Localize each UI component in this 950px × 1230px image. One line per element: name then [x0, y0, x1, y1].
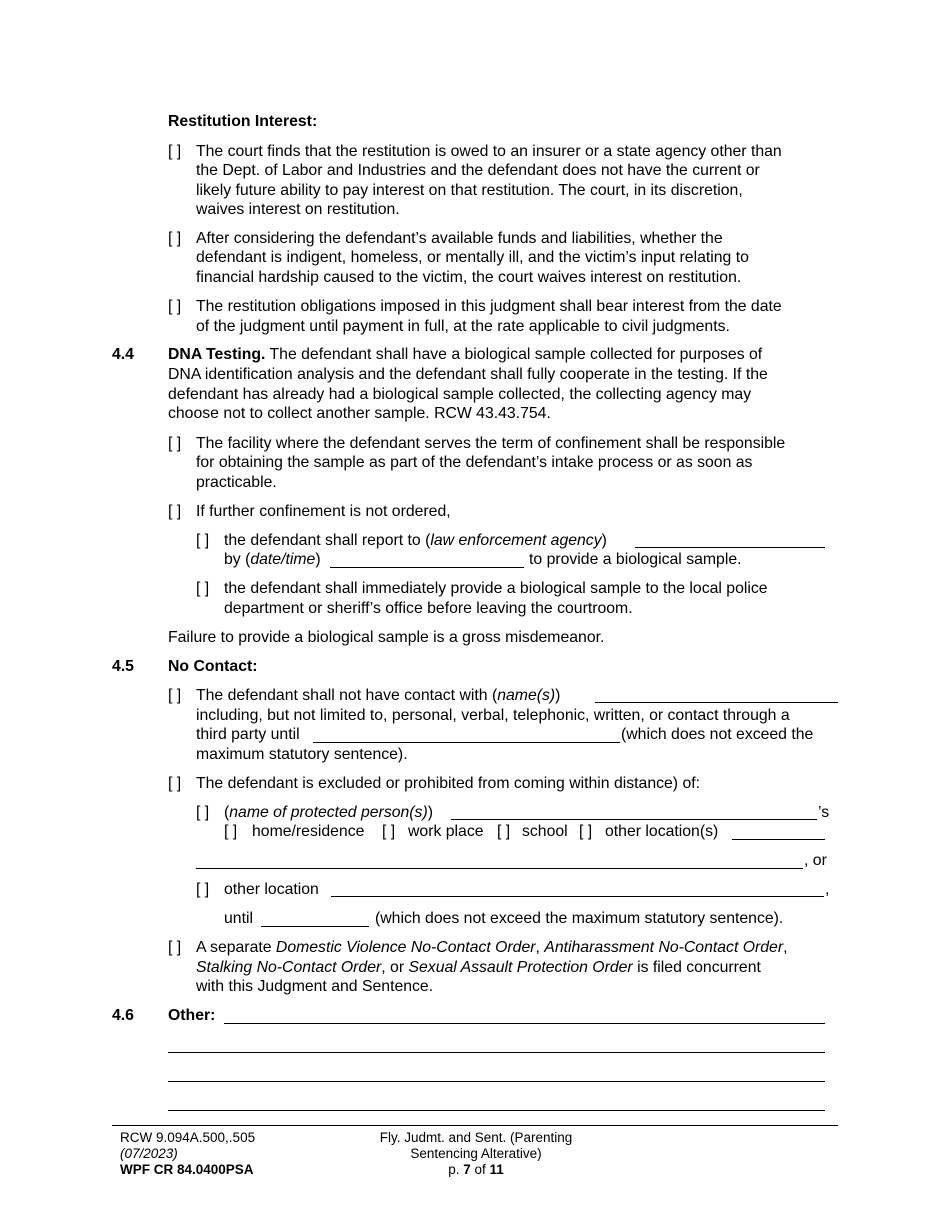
restitution-opt1-line: waives interest on restitution.: [196, 201, 400, 218]
home-residence-label: home/residence: [252, 823, 365, 840]
dna-report-after: to provide a biological sample.: [529, 551, 742, 568]
restitution-opt2-line: After considering the defendant’s available funds and liabilities, whether the: [196, 230, 723, 247]
restitution-opt1-line: likely future ability to pay interest on that restitution. The court, in its discretion,: [196, 182, 743, 199]
footer-title-line1: Fly. Judmt. and Sent. (Parenting: [379, 1130, 573, 1145]
until-post: (which does not exceed the maximum statutory sentence).: [375, 910, 784, 927]
other-locations-field-2[interactable]: [196, 868, 803, 869]
separate-order-text: , or: [381, 959, 409, 976]
section-4-4-line: choose not to collect another sample. RCW 43.43.754.: [168, 405, 551, 422]
work-place-label: work place: [408, 823, 484, 840]
dna-by-post: ): [315, 551, 321, 568]
other-field-line[interactable]: [224, 1023, 825, 1024]
page-of: of: [470, 1162, 490, 1177]
other-locations-label: other location(s): [605, 823, 719, 840]
separate-order-line2: [196, 958, 761, 977]
or-text: , or: [804, 852, 827, 869]
page-prefix: p.: [448, 1162, 464, 1177]
other-field-line[interactable]: [168, 1110, 825, 1111]
footer-page-number: [336, 1162, 616, 1178]
restitution-opt2-line: financial hardship caused to the victim, the court waives interest on restitution.: [196, 269, 742, 286]
section-4-6-title: Other:: [168, 1007, 216, 1024]
dna-immediate-checkbox[interactable]: [ ]: [196, 580, 210, 597]
no-contact-opt1-text: [196, 686, 560, 705]
separate-order-checkbox[interactable]: [ ]: [168, 939, 182, 956]
separate-order-line3: with this Judgment and Sentence.: [196, 978, 434, 995]
section-4-4-line: DNA identification analysis and the defendant shall fully cooperate in the testing. If the: [168, 366, 768, 383]
dna-report-date-text: [224, 550, 321, 569]
section-4-4-line: defendant has already had a biological sample collected, the collecting agency may: [168, 386, 752, 403]
other-field-line[interactable]: [168, 1081, 825, 1082]
school-checkbox[interactable]: [ ]: [497, 823, 511, 840]
dna-opt2-text: If further confinement is not ordered,: [196, 503, 451, 520]
restitution-opt1-checkbox[interactable]: [ ]: [168, 143, 182, 160]
sexual-assault-order-name: Sexual Assault Protection Order: [408, 959, 633, 976]
restitution-opt3-line: of the judgment until payment in full, at the rate applicable to civil judgments.: [196, 318, 730, 335]
protected-person-label: name of protected person(s): [229, 804, 428, 821]
section-4-5-number: 4.5: [112, 658, 134, 675]
dna-failure-text: Failure to provide a biological sample is a gross misdemeanor.: [168, 629, 605, 646]
other-locations-field[interactable]: [732, 839, 825, 840]
until-field[interactable]: [261, 926, 369, 927]
section-4-6-number: 4.6: [112, 1007, 134, 1024]
other-location-comma: ,: [825, 881, 830, 898]
page-current: 7: [463, 1162, 471, 1177]
exclusion-checkbox[interactable]: [ ]: [168, 775, 182, 792]
dna-opt1-line: practicable.: [196, 474, 277, 491]
restitution-opt1-line: the Dept. of Labor and Industries and the defendant does not have the current or: [196, 162, 760, 179]
no-contact-until-field[interactable]: [313, 742, 620, 743]
date-time-field[interactable]: [330, 567, 524, 568]
dna-report-text: [224, 531, 607, 550]
no-contact-line2: including, but not limited to, personal, verbal, telephonic, written, or contact through a: [196, 707, 790, 724]
separate-order-text: ,: [783, 939, 788, 956]
other-location-field[interactable]: [331, 896, 824, 897]
no-contact-line3-post: (which does not exceed the: [621, 726, 814, 743]
separate-order-text: ,: [535, 939, 545, 956]
dna-report-post: ): [601, 532, 607, 549]
other-location-checkbox[interactable]: [ ]: [196, 881, 210, 898]
protected-person-checkbox[interactable]: [ ]: [196, 804, 210, 821]
section-4-4-text: The defendant shall have a biological sample collected for purposes of: [265, 346, 763, 363]
separate-order-line1: [196, 938, 788, 957]
dna-by-pre: by (: [224, 551, 251, 568]
section-4-4-line: [168, 345, 762, 364]
protected-person-field[interactable]: [451, 819, 817, 820]
footer-rule: [112, 1125, 838, 1126]
other-location-label: other location: [224, 881, 319, 898]
exclusion-text: The defendant is excluded or prohibited from coming within distance) of:: [196, 775, 701, 792]
section-4-5-title: No Contact:: [168, 658, 258, 675]
dna-opt1-checkbox[interactable]: [ ]: [168, 435, 182, 452]
no-contact-opt1-checkbox[interactable]: [ ]: [168, 687, 182, 704]
dna-report-checkbox[interactable]: [ ]: [196, 532, 210, 549]
dna-immediate-line: department or sheriff’s office before leaving the courtroom.: [224, 600, 633, 617]
section-4-4-number: 4.4: [112, 346, 134, 363]
until-label: until: [224, 910, 253, 927]
law-enforcement-agency-field[interactable]: [635, 547, 825, 548]
protected-pre: (: [224, 804, 230, 821]
restitution-opt2-checkbox[interactable]: [ ]: [168, 230, 182, 247]
dna-opt2-checkbox[interactable]: [ ]: [168, 503, 182, 520]
work-place-checkbox[interactable]: [ ]: [382, 823, 396, 840]
footer-date: (07/2023): [120, 1146, 178, 1161]
dna-report-pre: the defendant shall report to (: [224, 532, 431, 549]
school-label: school: [522, 823, 568, 840]
separate-order-text: A separate: [196, 939, 276, 956]
names-label: name(s): [497, 687, 556, 704]
possessive-suffix: ’s: [818, 804, 830, 821]
dv-order-name: Domestic Violence No-Contact Order: [275, 939, 536, 956]
restitution-opt1-line: The court finds that the restitution is owed to an insurer or a state agency other than: [196, 143, 782, 160]
dna-opt1-line: The facility where the defendant serves the term of confinement shall be responsible: [196, 435, 786, 452]
footer-form-number: WPF CR 84.0400PSA: [120, 1162, 254, 1177]
home-residence-checkbox[interactable]: [ ]: [224, 823, 238, 840]
dna-immediate-line: the defendant shall immediately provide a biological sample to the local police: [224, 580, 768, 597]
no-contact-pre: The defendant shall not have contact with (: [196, 687, 498, 704]
no-contact-names-field[interactable]: [595, 702, 838, 703]
protected-post: ): [427, 804, 433, 821]
no-contact-line4: maximum statutory sentence).: [196, 746, 408, 763]
other-locations-checkbox[interactable]: [ ]: [579, 823, 593, 840]
stalking-order-name: Stalking No-Contact Order: [196, 959, 382, 976]
date-time-label: date/time: [250, 551, 316, 568]
no-contact-until-label: third party until: [196, 726, 300, 743]
page-total: 11: [489, 1162, 504, 1177]
dna-opt1-line: for obtaining the sample as part of the defendant’s intake process or as soon as: [196, 454, 753, 471]
footer-rcw: RCW 9.094A.500,.505: [120, 1130, 256, 1145]
separate-order-text: is filed concurrent: [632, 959, 761, 976]
restitution-opt3-line: The restitution obligations imposed in this judgment shall bear interest from the date: [196, 298, 782, 315]
other-field-line[interactable]: [168, 1052, 825, 1053]
footer-title-line2: Sentencing Alterative): [410, 1146, 542, 1161]
law-enforcement-agency-label: law enforcement agency: [430, 532, 602, 549]
antiharassment-order-name: Antiharassment No-Contact Order: [544, 939, 784, 956]
protected-person-text: [224, 803, 433, 822]
no-contact-post: ): [555, 687, 561, 704]
section-4-4-title: DNA Testing.: [168, 346, 266, 363]
restitution-opt2-line: defendant is indigent, homeless, or mentally ill, and the victim’s input relating to: [196, 249, 749, 266]
restitution-opt3-checkbox[interactable]: [ ]: [168, 298, 182, 315]
restitution-heading: Restitution Interest:: [168, 113, 318, 130]
